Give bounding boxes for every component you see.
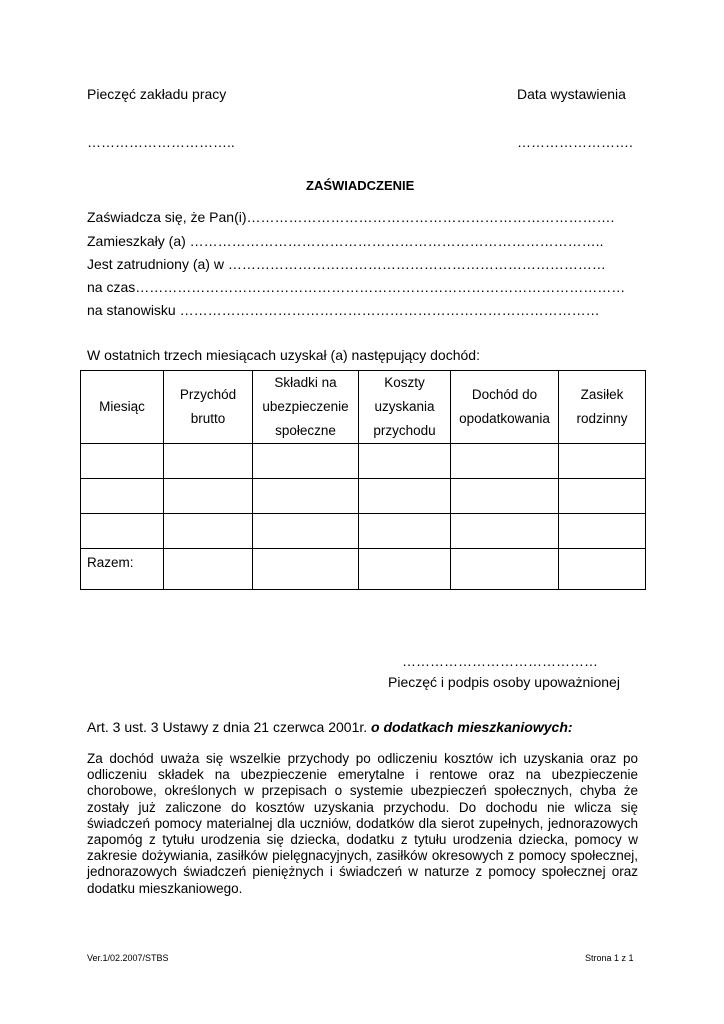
header-social-contributions: Składki na ubezpieczenie społeczne — [253, 371, 359, 444]
footer-version: Ver.1/02.2007/STBS — [87, 953, 169, 963]
field-position: na stanowisku ……………………………………………………………………………… — [87, 302, 600, 318]
stamp-dots: ………………………….. — [87, 134, 235, 150]
table-cell[interactable] — [359, 549, 451, 590]
table-row — [81, 514, 646, 549]
table-cell[interactable] — [81, 444, 164, 479]
table-cell[interactable] — [253, 444, 359, 479]
table-cell[interactable] — [81, 479, 164, 514]
table-cell[interactable] — [451, 444, 559, 479]
total-label: Razem: — [81, 549, 164, 590]
legal-reference-title: o dodatkach mieszkaniowych: — [371, 719, 573, 735]
document-title: ZAŚWIADCZENIE — [306, 178, 415, 193]
table-cell[interactable] — [164, 549, 253, 590]
legal-definition: Za dochód uważa się wszelkie przychody po odliczeniu kosztów ich uzyskania oraz po odliczeniu składek na ubezpieczenie emerytalne i rentowe oraz na ubezpieczenie chorobowe, określonych w przepisach o systemie ubezpieczeń społecznych, chyba że zostały już zaliczone do kosztów uzyskania przychodu. Do dochodu nie wlicza się świadczeń pomocy materialnej dla uczniów, dodatków dla sierot zupełnych, jednorazowych zapomóg z tytułu urodzenia się dziecka, dodatku z tytułu urodzenia dziecka, pomocy w zakresie dożywiania, zasiłków pielęgnacyjnych, zasiłków okresowych z pomocy społecznej, jednorazowych świadczeń pieniężnych i świadczeń w naturze z pomocy społecznej oraz dodatku mieszkaniowego. — [87, 751, 638, 896]
income-table — [80, 370, 646, 590]
table-row — [81, 444, 646, 479]
signature-label: Pieczęć i podpis osoby upoważnionej — [388, 674, 620, 690]
header-family-allowance: Zasiłek rodzinny — [559, 371, 646, 444]
table-cell[interactable] — [81, 514, 164, 549]
table-cell[interactable] — [559, 514, 646, 549]
table-row — [81, 479, 646, 514]
header-gross-income: Przychód brutto — [164, 371, 253, 444]
field-name: Zaświadcza się, że Pan(i)……………………………………………………………………. — [87, 209, 615, 225]
table-cell[interactable] — [253, 514, 359, 549]
header-month: Miesiąc — [81, 371, 164, 444]
header-taxable-income: Dochód do opodatkowania — [451, 371, 559, 444]
table-total-row — [81, 549, 646, 590]
table-cell[interactable] — [164, 479, 253, 514]
footer-page-number: Strona 1 z 1 — [585, 953, 634, 963]
table-cell[interactable] — [359, 444, 451, 479]
field-period: na czas…………………………………………………………………………………………… — [87, 279, 626, 295]
signature-dots: …………………………………… — [402, 653, 598, 669]
table-cell[interactable] — [253, 479, 359, 514]
table-cell[interactable] — [451, 514, 559, 549]
table-cell[interactable] — [451, 479, 559, 514]
table-cell[interactable] — [559, 479, 646, 514]
income-intro: W ostatnich trzech miesiącach uzyskał (a) następujący dochód: — [87, 347, 480, 363]
date-dots: ……………………. — [517, 134, 633, 150]
field-address: Zamieszkały (a) …………………………………………………………………………….. — [87, 233, 604, 249]
table-cell[interactable] — [164, 444, 253, 479]
table-cell[interactable] — [359, 479, 451, 514]
table-header-row — [81, 371, 646, 444]
table-cell[interactable] — [451, 549, 559, 590]
legal-reference — [87, 719, 573, 735]
table-cell[interactable] — [164, 514, 253, 549]
table-cell[interactable] — [559, 444, 646, 479]
date-label: Data wystawienia — [517, 86, 626, 102]
stamp-label: Pieczęć zakładu pracy — [87, 86, 227, 102]
field-employer: Jest zatrudniony (a) w ……………………………………………………………………… — [87, 256, 606, 272]
table-cell[interactable] — [253, 549, 359, 590]
legal-reference-prefix: Art. 3 ust. 3 Ustawy z dnia 21 czerwca 2001r. — [87, 719, 368, 735]
table-cell[interactable] — [559, 549, 646, 590]
table-cell[interactable] — [359, 514, 451, 549]
header-costs: Koszty uzyskania przychodu — [359, 371, 451, 444]
